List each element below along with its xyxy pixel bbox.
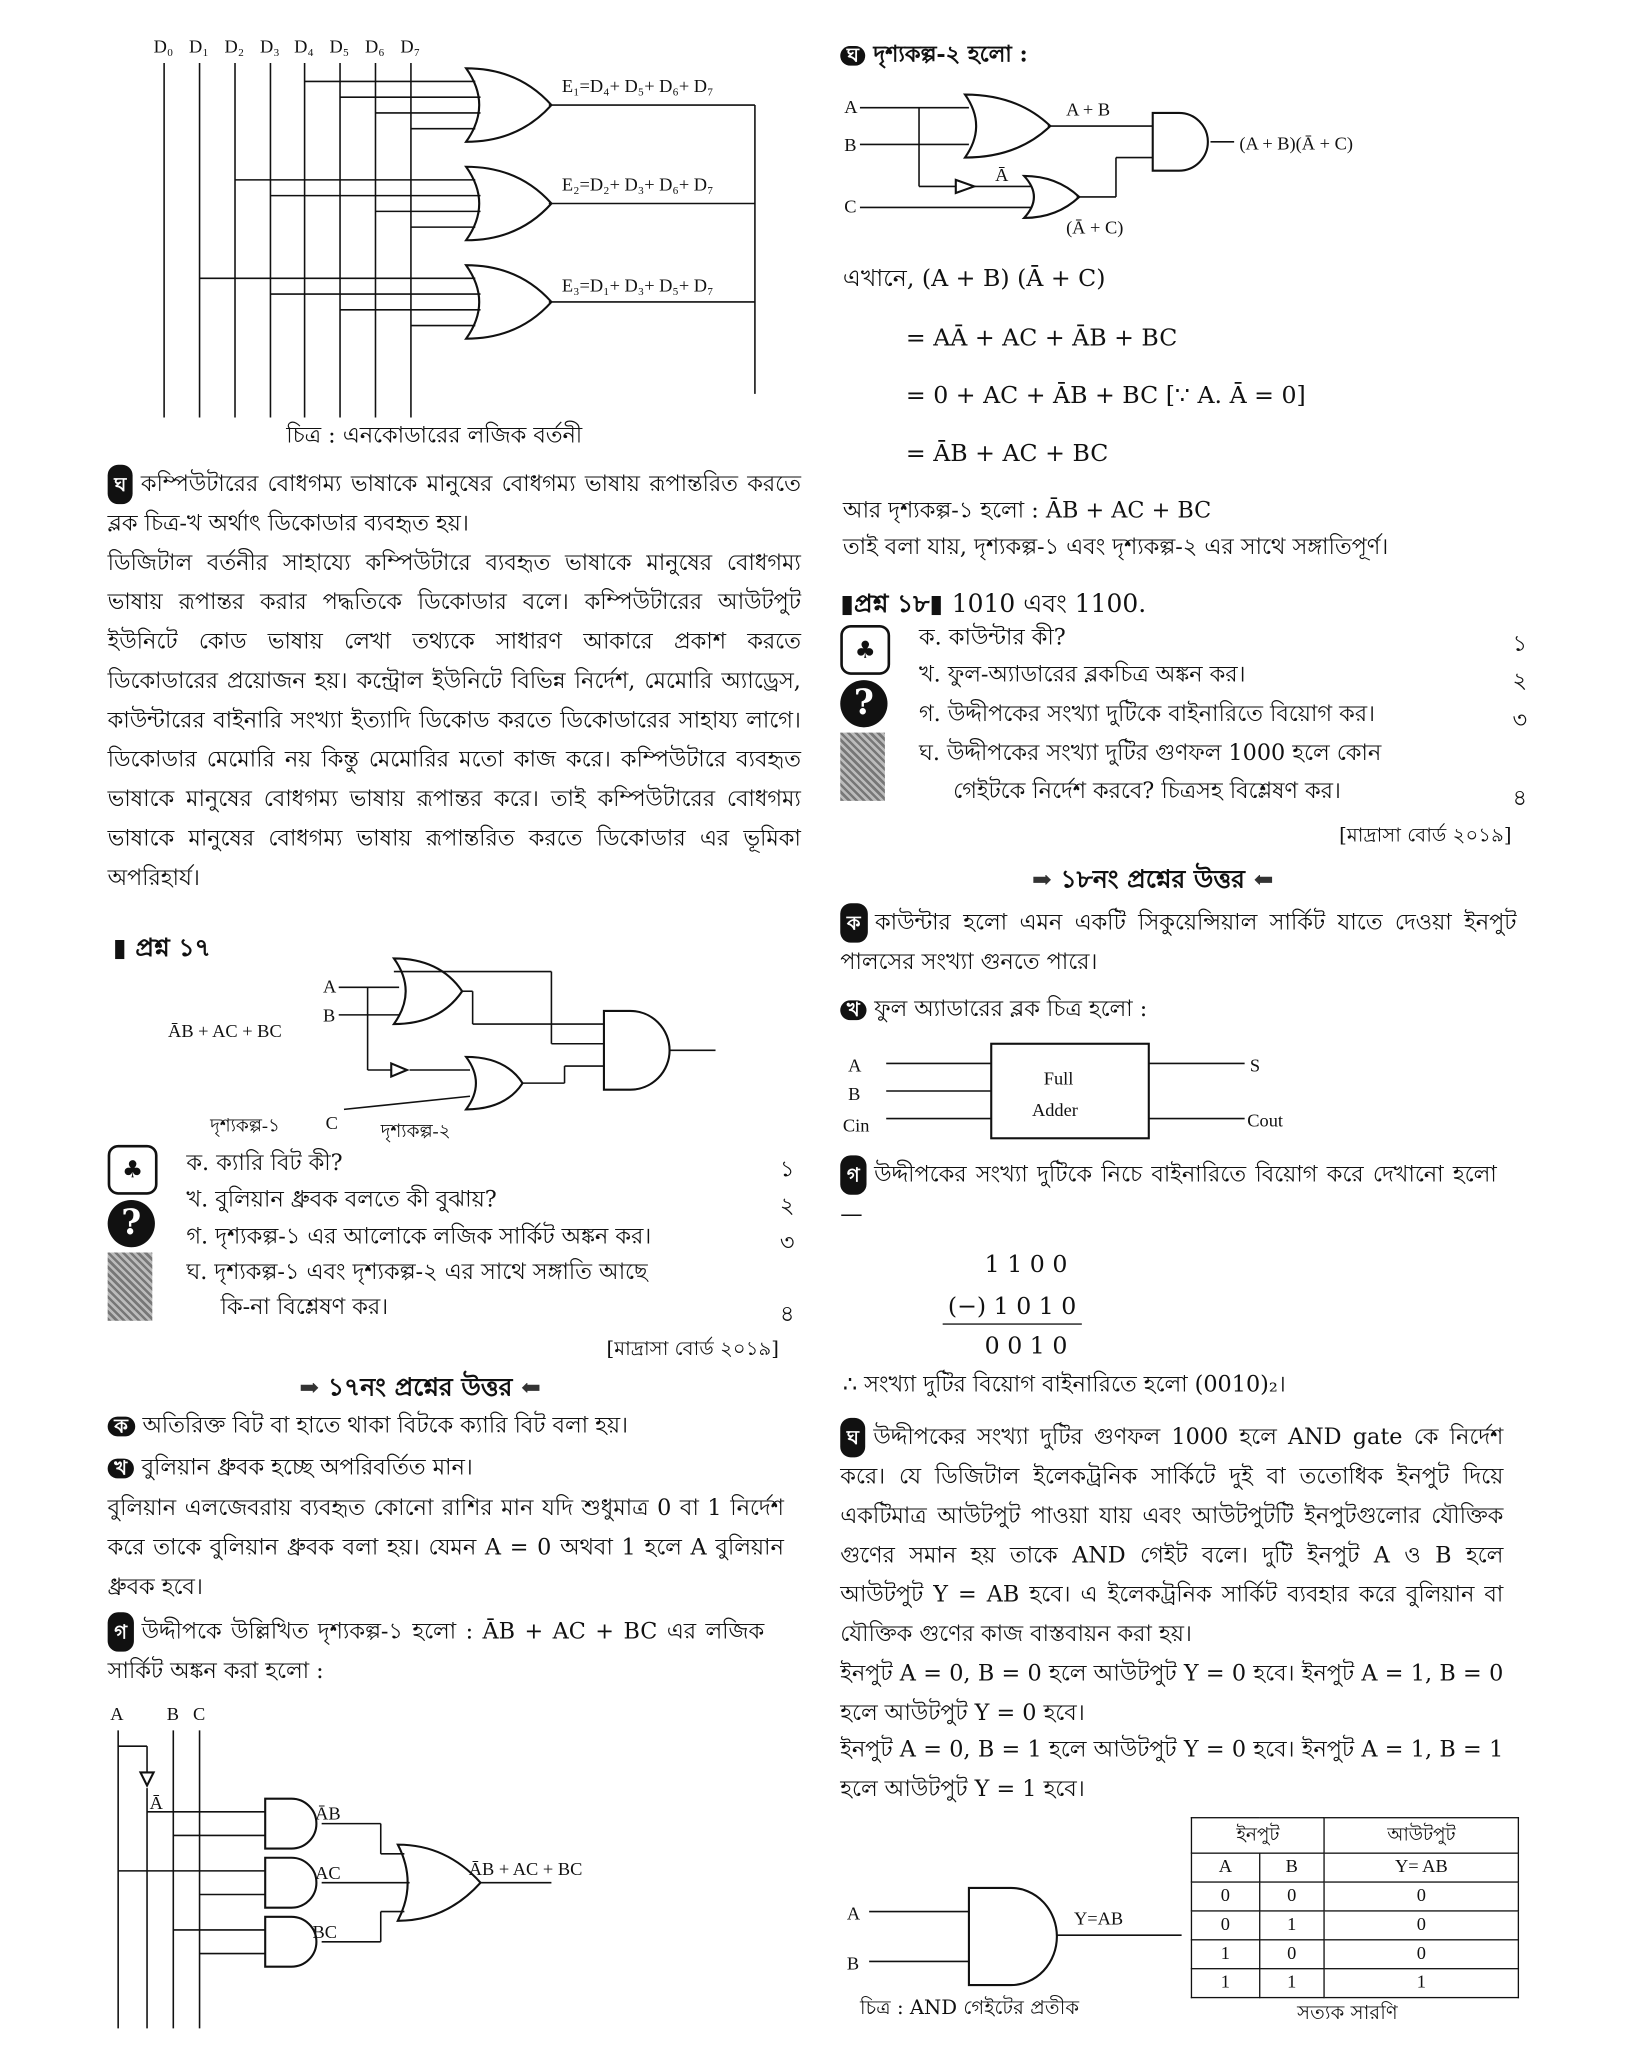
q17-source: [মাদ্রাসা বোর্ড ২০১৯] — [606, 1336, 779, 1361]
svg-text:A + B: A + B — [1066, 99, 1111, 120]
svg-text:A: A — [322, 976, 337, 997]
truth-table — [1191, 1817, 1519, 1998]
q17-question-ga: গ. দৃশ্যকল্প-১ এর আলোকে লজিক সার্কিট অঙ্কন কর। — [186, 1223, 652, 1250]
svg-text:(Ā + C): (Ā + C) — [1066, 217, 1124, 238]
svg-text:দৃশ্যকল্প-১: দৃশ্যকল্প-১ — [210, 1115, 280, 1136]
q18-ans-kha: খ ফুল অ্যাডারের ব্লক চিত্র হলো : — [840, 999, 1147, 1021]
svg-text:S: S — [1249, 1055, 1261, 1076]
header-output: আউটপুট — [1324, 1818, 1518, 1853]
q18-source: [মাদ্রাসা বোর্ড ২০১৯] — [1339, 823, 1512, 847]
q18-question-gha-cont: গেইটকে নির্দেশ করবে? চিত্রসহ বিশ্লেষণ কর। — [953, 778, 1341, 805]
svg-text:A: A — [846, 1903, 861, 1924]
subtraction-result: 0 0 1 0 — [984, 1332, 1068, 1361]
scenario1-restate: আর দৃশ্যকল্প-১ হলো : ĀB + AC + BC — [842, 497, 1212, 524]
svg-text:Cout: Cout — [1247, 1110, 1284, 1131]
input-d0: D₀ — [153, 36, 174, 57]
q17-question-kha: খ. বুলিয়ান ধ্রুবক বলতে কী বুঝায়? — [186, 1186, 497, 1214]
subtraction-conclusion: ∴ সংখ্যা দুটির বিয়োগ বাইনারিতে হলো (0010)₂। — [842, 1371, 1286, 1399]
col-y: Y= AB — [1324, 1853, 1518, 1882]
input-d7: D₇ — [400, 36, 421, 57]
marks: ৪ — [1512, 785, 1527, 812]
svg-text:ĀB: ĀB — [315, 1803, 341, 1824]
svg-text:Ā: Ā — [149, 1793, 163, 1814]
q17-ans-gha-title: ঘ দৃশ্যকল্প-২ হলো : — [840, 45, 1027, 67]
table-row: 1 0 0 — [1191, 1940, 1518, 1969]
svg-text:(A + B)(Ā + C): (A + B)(Ā + C) — [1239, 133, 1354, 154]
marks: ৪ — [779, 1301, 795, 1328]
svg-text:C: C — [192, 1703, 206, 1724]
q18-ans-gha-case2: ইনপুট A = 0, B = 1 হলে আউটপুট Y = 0 হবে। ইনপুট A = 1, B = 1 হলে আউটপুট Y = 1 হবে। — [840, 1736, 1504, 1803]
col-a: A — [1191, 1853, 1259, 1882]
input-d6: D₆ — [364, 36, 385, 57]
marks: ৩ — [779, 1230, 795, 1257]
header-input: ইনপুট — [1191, 1818, 1324, 1853]
q17-ans-kha-text: বুলিয়ান এলজেবরায় ব্যবহৃত কোনো রাশির মান যদি শুধুমাত্র 0 বা 1 নির্দেশ করে তাকে বুলিয়ান ধ্রুবক বলা হয়। যেমন A = 0 অথবা 1 হলে A বুলিয়ান ধ্রুবক হবে। — [107, 1495, 784, 1601]
q18-question-ka: ক. কাউন্টার কী? — [919, 624, 1066, 652]
input-d5: D₅ — [329, 36, 350, 57]
badge-gha: ঘ — [108, 465, 133, 504]
input-d2: D₂ — [224, 36, 245, 57]
step-2: = 0 + AC + ĀB + BC [∵ A. Ā = 0] — [905, 382, 1306, 410]
q18-answer-header: ➡ ১৮নং প্রশ্নের উত্তর ⬅ — [1031, 865, 1274, 895]
svg-text:B: B — [166, 1703, 180, 1724]
tree-icon: ♣ — [840, 625, 890, 675]
svg-text:B: B — [322, 1005, 336, 1026]
q17-ans-ga: গ উদ্দীপকে উল্লিখিত দৃশ্যকল্প-১ হলো : ĀB + AC + BC এর লজিক সার্কিট অঙ্কন করা হলো : — [108, 1612, 764, 1691]
answer-text-2: ডিজিটাল বর্তনীর সাহায্যে কম্পিউটারে ব্যবহৃত ভাষাকে মানুষের বোধগম্য ভাষায় রূপান্তর করার পদ্ধতিকে ডিকোডার বলে। কম্পিউটারের আউটপুট ইউনিটে কোড ভাষায় লেখা তথ্যকে সাধারণ আকারে প্রকাশ করতে ডিকোডারের প্রয়োজন হয়। কন্ট্রোল ইউনিটে বিভিন্ন নির্দেশ, মেমোরি অ্যাড্রেস, কাউন্টারের বাইনারি সংখ্যা ইত্যাদি ডিকোড করতে ডিকোডারের সাহায্য লাগে। ডিকোডার মেমোরি নয় কিন্তু মেমোরির মতো কাজ করে। কম্পিউটারে ব্যবহৃত ভাষাকে মানুষের বোধগম্য ভাষায় রূপান্তর করে। তাই কম্পিউটারের বোধগম্য ভাষাকে মানুষের বোধগম্য ভাষায় রূপান্তরিত করতে ডিকোডার এর ভূমিকা অপরিহার্য। — [107, 550, 801, 892]
q17-question-ka: ক. ক্যারি বিট কী? — [186, 1150, 343, 1177]
table-row: 0 0 0 — [1191, 1882, 1518, 1911]
svg-text:Ā: Ā — [995, 165, 1009, 186]
step-3: = ĀB + AC + BC — [905, 439, 1109, 468]
svg-text:Y=AB: Y=AB — [1073, 1908, 1124, 1929]
svg-text:ĀB + AC + BC: ĀB + AC + BC — [468, 1858, 583, 1879]
answer-text: কম্পিউটারের বোধগম্য ভাষাকে মানুষের বোধগম্য ভাষায় রূপান্তরিত করতে ব্লক চিত্র-খ অর্থাৎ ডিকোডার ব্যবহৃত হয়। — [107, 471, 801, 537]
marks: ২ — [1512, 668, 1527, 695]
table-row: 1 1 1 — [1191, 1969, 1518, 1998]
truth-table-caption: সত্যক সারণি — [1297, 2000, 1398, 2025]
svg-text:Cin: Cin — [842, 1115, 870, 1136]
e2-equation: E₂=D₂+ D₃+ D₆+ D₇ — [561, 174, 714, 195]
q17-ans-kha: খ বুলিয়ান ধ্রুবক হচ্ছে অপরিবর্তিত মান। — [108, 1457, 473, 1479]
question-mark-icon: ? — [840, 680, 887, 727]
q18-title: ▮প্রশ্ন ১৮▮ 1010 এবং 1100. — [840, 589, 1147, 619]
svg-text:B: B — [844, 134, 857, 155]
svg-text:BC: BC — [312, 1921, 337, 1942]
svg-text:B: B — [846, 1953, 860, 1974]
encoder-caption: চিত্র : এনকোডারের লজিক বর্তনী — [286, 422, 583, 450]
marks: ১ — [779, 1156, 795, 1183]
subtraction-row-1: 1 1 0 0 — [984, 1251, 1068, 1279]
q18-ans-ga: গ উদ্দীপকের সংখ্যা দুটিকে নিচে বাইনারিতে বিয়োগ করে দেখানো হলো— — [840, 1155, 1496, 1234]
q17-question-gha-cont: কি-না বিশ্লেষণ কর। — [220, 1294, 389, 1321]
svg-text:A: A — [844, 96, 858, 117]
svg-text:দৃশ্যকল্প-২: দৃশ্যকল্প-২ — [380, 1120, 451, 1141]
e1-equation: E₁=D₄+ D₅+ D₆+ D₇ — [561, 75, 714, 96]
tree-icon: ♣ — [108, 1145, 158, 1195]
input-d3: D₃ — [259, 36, 280, 57]
col-b: B — [1259, 1853, 1324, 1882]
input-d4: D₄ — [294, 36, 314, 57]
q17-ans-ka: ক অতিরিক্ত বিট বা হাতে থাকা বিটকে ক্যারি বিট বলা হয়। — [108, 1415, 628, 1437]
question-mark-icon: ? — [108, 1200, 155, 1247]
step-0: এখানে, (A + B) (Ā + C) — [842, 265, 1106, 293]
and-gate-caption: চিত্র : AND গেইটের প্রতীক — [859, 1995, 1080, 2020]
q18-ans-gha-case1: ইনপুট A = 0, B = 0 হলে আউটপুট Y = 0 হবে। ইনপুট A = 1, B = 0 হলে আউটপুট Y = 0 হবে। — [840, 1660, 1504, 1727]
input-d1: D₁ — [189, 36, 209, 57]
svg-text:C: C — [844, 196, 857, 217]
q18-question-ga: গ. উদ্দীপকের সংখ্যা দুটিকে বাইনারিতে বিয়োগ কর। — [919, 701, 1376, 728]
svg-text:A: A — [848, 1055, 862, 1076]
svg-text:AC: AC — [315, 1862, 341, 1883]
marks: ৩ — [1512, 707, 1527, 734]
subtraction-row-2: (−) 1 0 1 0 — [943, 1296, 1082, 1325]
svg-text:A: A — [110, 1703, 124, 1724]
svg-text:Adder: Adder — [1031, 1099, 1078, 1120]
table-row: 0 1 0 — [1191, 1911, 1518, 1940]
e3-equation: E₃=D₁+ D₃+ D₅+ D₇ — [561, 275, 714, 296]
scenario1-expression: ĀB + AC + BC — [168, 1021, 282, 1042]
step-1: = AĀ + AC + ĀB + BC — [905, 324, 1178, 352]
marks: ১ — [1512, 631, 1527, 658]
svg-text:B: B — [848, 1084, 861, 1105]
marks: ২ — [779, 1193, 795, 1220]
svg-text:C: C — [325, 1113, 338, 1134]
svg-text:Full: Full — [1043, 1068, 1074, 1089]
q18-question-kha: খ. ফুল-অ্যাডারের ব্লকচিত্র অঙ্কন কর। — [919, 661, 1246, 688]
q18-ans-gha: ঘ উদ্দীপকের সংখ্যা দুটির গুণফল 1000 হলে AND gate কে নির্দেশ করে। যে ডিজিটাল ইলেকট্রনিক সার্কিটে দুই বা ততোধিক ইনপুট দিয়ে একটিমাত্র আউটপুট পাওয়া যায় এবং আউটপুটটি ইনপুটগুলোর যৌক্তিক গুণের সমান হয় তাকে AND গেইট বলে। দুটি ইনপুট A ও B হলে আউটপুট Y = AB হবে। এ ইলেকট্রনিক সার্কিট ব্যবহার করে বুলিয়ান বা যৌক্তিক গুণের কাজ বাস্তবায়ন করা হয়। — [840, 1418, 1503, 1654]
q17-title: ▮ প্রশ্ন ১৭ — [112, 933, 211, 963]
q17-answer-header: ➡ ১৭নং প্রশ্নের উত্তর ⬅ — [299, 1373, 541, 1403]
q18-question-gha: ঘ. উদ্দীপকের সংখ্যা দুটির গুণফল 1000 হলে কোন — [919, 740, 1382, 767]
conclusion: তাই বলা যায়, দৃশ্যকল্প-১ এবং দৃশ্যকল্প-২ এর সাথে সঙ্গাতিপূর্ণ। — [842, 534, 1389, 561]
q17-question-gha: ঘ. দৃশ্যকল্প-১ এবং দৃশ্যকল্প-২ এর সাথে সঙ্গাতি আছে — [186, 1259, 648, 1286]
q18-ans-ka: ক কাউন্টার হলো এমন একটি সিকুয়েন্সিয়াল সার্কিট যাতে দেওয়া ইনপুট পালসের সংখ্যা গুনতে পারে। — [840, 903, 1516, 982]
